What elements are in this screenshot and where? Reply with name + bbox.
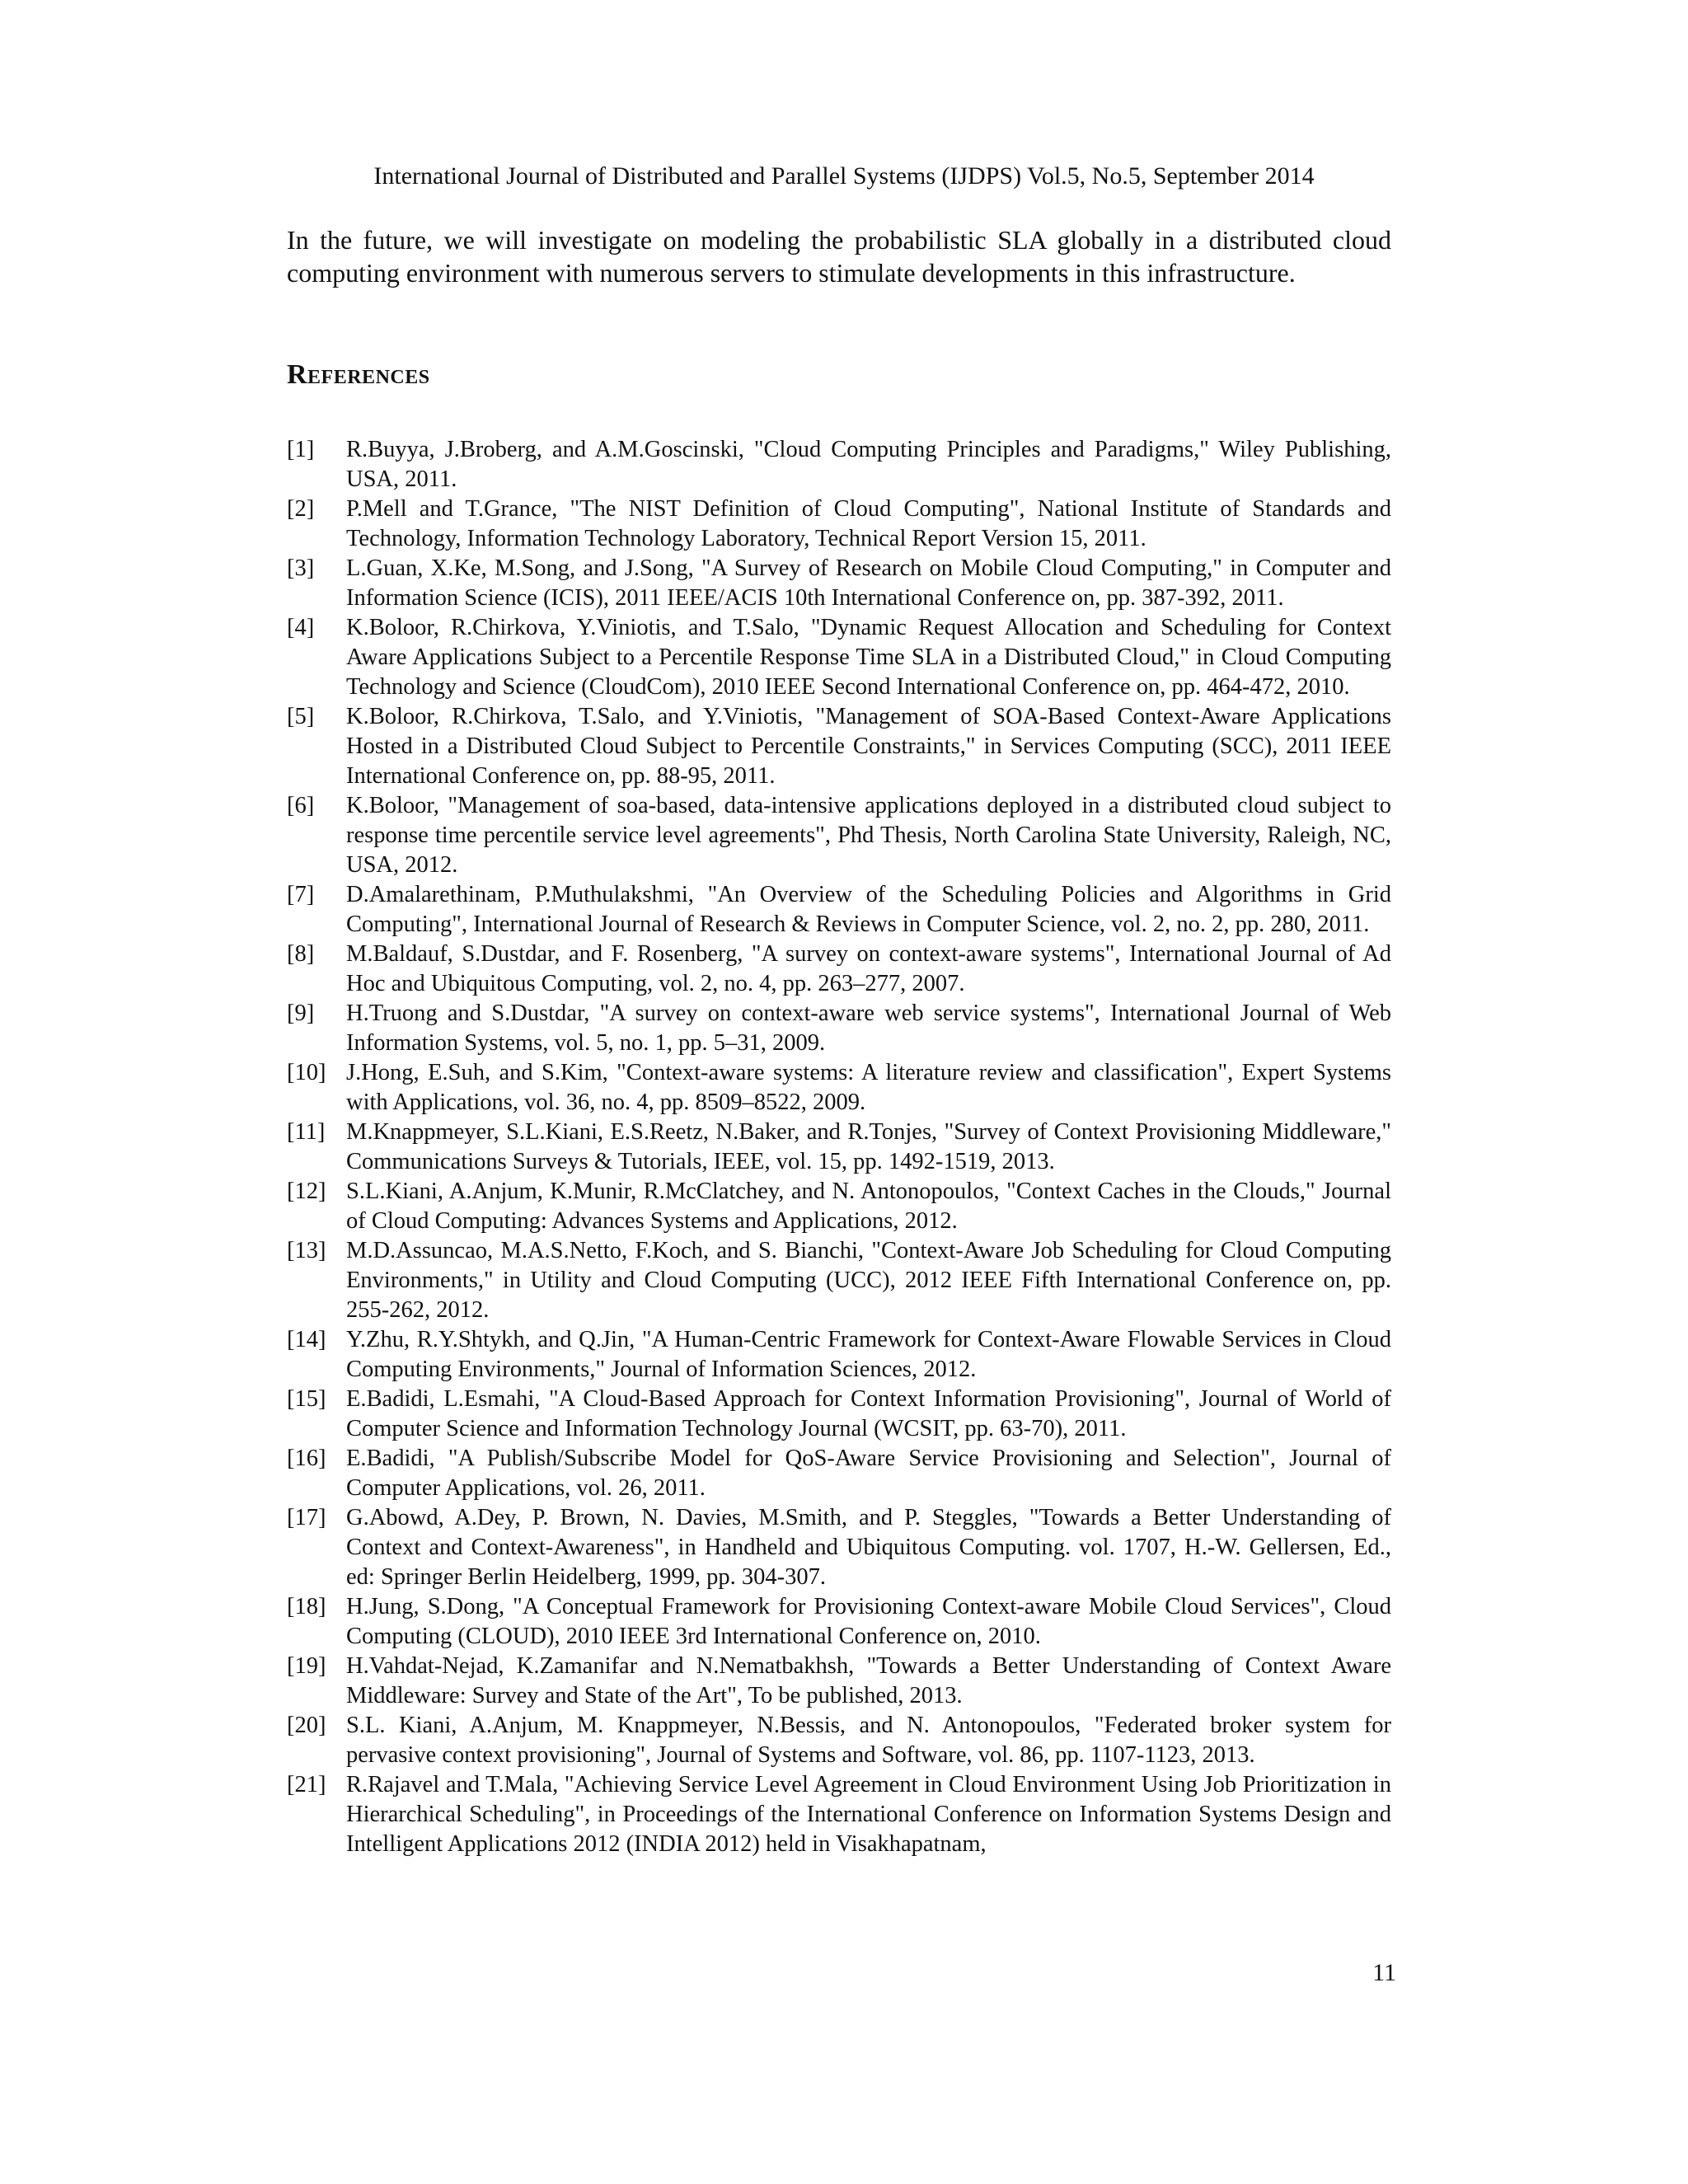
reference-text: M.Knappmeyer, S.L.Kiani, E.S.Reetz, N.Baker, and R.Tonjes, "Survey of Context Provisioning Middleware," Communications Surveys & Tutorials, IEEE, vol. 15, pp. 1492-1519, 2013. — [346, 1119, 1391, 1174]
reference-item — [287, 940, 1391, 999]
reference-list — [287, 435, 1391, 1859]
reference-item — [287, 702, 1391, 791]
reference-number: [15] — [287, 1386, 326, 1412]
reference-item — [287, 1118, 1391, 1177]
running-header: International Journal of Distributed and Parallel Systems (IJDPS) Vol.5, No.5, September 2014 — [373, 162, 1315, 190]
reference-item — [287, 1177, 1391, 1236]
reference-text: R.Rajavel and T.Mala, "Achieving Service Level Agreement in Cloud Environment Using Job Prioritization in Hierarchical Scheduling", in Proceedings of the International Conference on Information Systems Design and Intelligent Applications 2012 (INDIA 2012) held in Visakhapatnam, — [346, 1772, 1391, 1857]
reference-number: [9] — [287, 1001, 315, 1026]
reference-text: K.Boloor, R.Chirkova, T.Salo, and Y.Viniotis, "Management of SOA-Based Context-Aware Applications Hosted in a Distributed Cloud Subject to Percentile Constraints," in Services Computing (SCC), 2011 IEEE International Conference on, pp. 88-95, 2011. — [346, 704, 1391, 789]
reference-text: H.Jung, S.Dong, "A Conceptual Framework for Provisioning Context-aware Mobile Cloud Services", Cloud Computing (CLOUD), 2010 IEEE 3rd International Conference on, 2010. — [346, 1594, 1391, 1649]
references-heading: References — [287, 359, 430, 390]
reference-item — [287, 880, 1391, 940]
reference-item — [287, 1385, 1391, 1444]
reference-item — [287, 1592, 1391, 1652]
reference-number: [11] — [287, 1119, 326, 1145]
reference-number: [19] — [287, 1653, 326, 1679]
reference-text: S.L. Kiani, A.Anjum, M. Knappmeyer, N.Bessis, and N. Antonopoulos, "Federated broker system for pervasive context provisioning", Journal of Systems and Software, vol. 86, pp. 1107-1123, 2013. — [346, 1713, 1391, 1768]
reference-text: L.Guan, X.Ke, M.Song, and J.Song, "A Survey of Research on Mobile Cloud Computing," in Computer and Information Science (ICIS), 2011 IEEE/ACIS 10th International Conference on, pp. 387-392, 2011. — [346, 555, 1391, 611]
reference-text: H.Vahdat-Nejad, K.Zamanifar and N.Nematbakhsh, "Towards a Better Understanding of Context Aware Middleware: Survey and State of the Art", To be published, 2013. — [346, 1653, 1391, 1708]
reference-item — [287, 1444, 1391, 1503]
reference-number: [5] — [287, 704, 315, 729]
reference-text: H.Truong and S.Dustdar, "A survey on context-aware web service systems", International Journal of Web Information Systems, vol. 5, no. 1, pp. 5–31, 2009. — [346, 1001, 1391, 1056]
reference-number: [12] — [287, 1179, 326, 1204]
reference-item — [287, 554, 1391, 613]
reference-text: S.L.Kiani, A.Anjum, K.Munir, R.McClatchey, and N. Antonopoulos, "Context Caches in the Clouds," Journal of Cloud Computing: Advances Systems and Applications, 2012. — [346, 1179, 1391, 1234]
reference-number: [10] — [287, 1060, 326, 1085]
reference-item — [287, 1503, 1391, 1592]
reference-item — [287, 613, 1391, 702]
reference-item — [287, 1058, 1391, 1118]
reference-text: K.Boloor, R.Chirkova, Y.Viniotis, and T.Salo, "Dynamic Request Allocation and Scheduling for Context Aware Applications Subject to a Percentile Response Time SLA in a Distributed Cloud," in Cloud Computing Technology and Science (CloudCom), 2010 IEEE Second International Conference on, pp. 464-472, 2010. — [346, 615, 1391, 700]
reference-number: [20] — [287, 1713, 326, 1738]
reference-text: E.Badidi, L.Esmahi, "A Cloud-Based Approach for Context Information Provisioning", Journal of World of Computer Science and Information Technology Journal (WCSIT, pp. 63-70), 2011. — [346, 1386, 1391, 1441]
reference-text: R.Buyya, J.Broberg, and A.M.Goscinski, "Cloud Computing Principles and Paradigms," Wiley Publishing, USA, 2011. — [346, 437, 1391, 492]
reference-text: G.Abowd, A.Dey, P. Brown, N. Davies, M.Smith, and P. Steggles, "Towards a Better Understanding of Context and Context-Awareness", in Handheld and Ubiquitous Computing. vol. 1707, H.-W. Gellersen, Ed., ed: Springer Berlin Heidelberg, 1999, pp. 304-307. — [346, 1505, 1391, 1590]
reference-text: D.Amalarethinam, P.Muthulakshmi, "An Overview of the Scheduling Policies and Algorithms in Grid Computing", International Journal of Research & Reviews in Computer Science, vol. 2, no. 2, pp. 280, 2011. — [346, 882, 1391, 937]
reference-item — [287, 791, 1391, 880]
reference-number: [7] — [287, 882, 315, 907]
reference-number: [8] — [287, 941, 315, 967]
reference-text: K.Boloor, "Management of soa-based, data-intensive applications deployed in a distributed cloud subject to response time percentile service level agreements", Phd Thesis, North Carolina State University, Raleigh, NC, USA, 2012. — [346, 793, 1391, 878]
reference-number: [17] — [287, 1505, 326, 1530]
reference-number: [3] — [287, 555, 315, 581]
reference-text: J.Hong, E.Suh, and S.Kim, "Context-aware systems: A literature review and classification", Expert Systems with Applications, vol. 36, no. 4, pp. 8509–8522, 2009. — [346, 1060, 1391, 1115]
reference-item — [287, 1652, 1391, 1711]
reference-item — [287, 1325, 1391, 1385]
reference-item — [287, 494, 1391, 554]
reference-text: P.Mell and T.Grance, "The NIST Definition of Cloud Computing", National Institute of Standards and Technology, Information Technology Laboratory, Technical Report Version 15, 2011. — [346, 496, 1391, 551]
reference-number: [6] — [287, 793, 315, 818]
reference-text: E.Badidi, "A Publish/Subscribe Model for QoS-Aware Service Provisioning and Selection", Journal of Computer Applications, vol. 26, 2011. — [346, 1446, 1391, 1501]
reference-number: [21] — [287, 1772, 326, 1797]
reference-number: [16] — [287, 1446, 326, 1471]
reference-text: Y.Zhu, R.Y.Shtykh, and Q.Jin, "A Human-Centric Framework for Context-Aware Flowable Services in Cloud Computing Environments," Journal of Information Sciences, 2012. — [346, 1327, 1391, 1382]
reference-item — [287, 999, 1391, 1058]
reference-item — [287, 1711, 1391, 1770]
reference-number: [13] — [287, 1238, 326, 1263]
page-number: 11 — [1372, 1959, 1396, 1986]
reference-text: M.D.Assuncao, M.A.S.Netto, F.Koch, and S. Bianchi, "Context-Aware Job Scheduling for Cloud Computing Environments," in Utility and Cloud Computing (UCC), 2012 IEEE Fifth International Conference on, pp. 255-262, 2012. — [346, 1238, 1391, 1323]
reference-item — [287, 435, 1391, 494]
intro-paragraph: In the future, we will investigate on modeling the probabilistic SLA globally in a distributed cloud computing environment with numerous servers to stimulate developments in this infrastructure. — [287, 225, 1391, 288]
reference-number: [18] — [287, 1594, 326, 1619]
reference-number: [2] — [287, 496, 315, 522]
reference-item — [287, 1236, 1391, 1325]
reference-number: [1] — [287, 437, 315, 462]
reference-text: M.Baldauf, S.Dustdar, and F. Rosenberg, "A survey on context-aware systems", International Journal of Ad Hoc and Ubiquitous Computing, vol. 2, no. 4, pp. 263–277, 2007. — [346, 941, 1391, 996]
reference-item — [287, 1770, 1391, 1859]
reference-number: [4] — [287, 615, 315, 640]
reference-number: [14] — [287, 1327, 326, 1352]
